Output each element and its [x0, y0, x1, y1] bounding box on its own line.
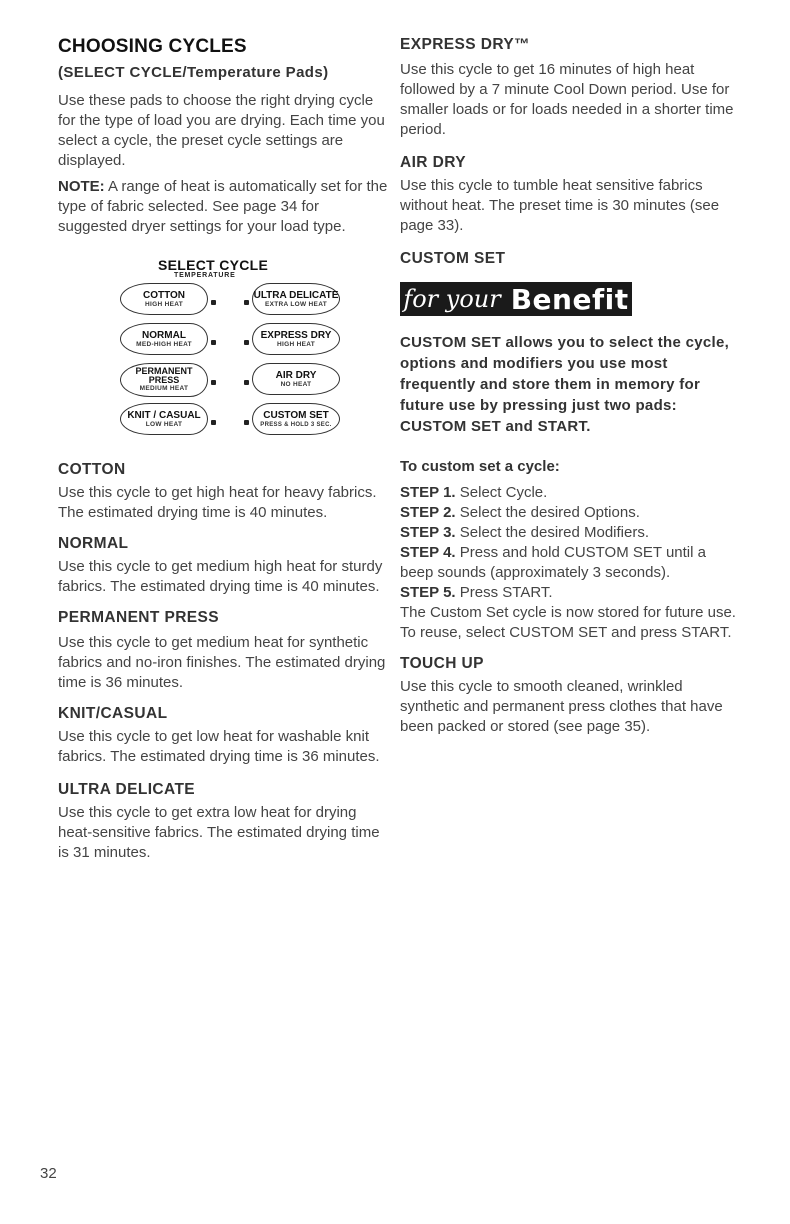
pad-heat: HIGH HEAT	[277, 340, 315, 348]
intro-text: Use these pads to choose the right drying cycle for the type of load you are drying. Each time you select a cycle, the preset cycle settings are displayed.	[58, 92, 385, 169]
permanent-press-pad[interactable]	[120, 363, 208, 397]
pad-heat: MEDIUM HEAT	[139, 385, 189, 392]
pad-name: EXPRESS DRY	[260, 329, 332, 341]
knit-casual-indicator-light	[211, 420, 216, 425]
cotton-heading: COTTON	[58, 461, 126, 478]
ultra-delicate-pad[interactable]	[252, 283, 340, 315]
permanent-press-indicator-light	[211, 380, 216, 385]
steps-heading: To custom set a cycle:	[400, 458, 560, 475]
pad-heat: HIGH HEAT	[145, 300, 183, 308]
pad-heat: EXTRA LOW HEAT	[265, 300, 327, 308]
air-dry-heading: AIR DRY	[400, 154, 466, 171]
select-cycle-panel	[120, 257, 340, 447]
air-dry-indicator-light	[244, 380, 249, 385]
step-item	[400, 523, 740, 543]
custom-set-description: CUSTOM SET allows you to select the cycle, options and modifiers you use most frequently and store them in memory for future use by pressing just two pads: CUSTOM SET and START.	[400, 334, 730, 435]
express-dry-heading: EXPRESS DRY™	[400, 36, 530, 53]
ultra-delicate-body: Use this cycle to get extra low heat for drying heat-sensitive fabrics. The estimated drying time is 31 minutes.	[58, 804, 380, 861]
step-text: Select Cycle.	[455, 484, 548, 501]
step-label: STEP 3.	[400, 524, 456, 541]
step-label: STEP 4.	[400, 544, 456, 561]
step-text: Select the desired Options.	[455, 504, 640, 521]
pad-heat: PRESS & HOLD 3 SEC.	[260, 421, 332, 428]
step-text: Press and hold CUSTOM SET until a beep sounds (approximately 3 seconds).	[400, 544, 706, 581]
pad-name: NORMAL	[142, 329, 186, 341]
subtitle: (SELECT CYCLE/Temperature Pads)	[58, 64, 329, 81]
touch-up-body: Use this cycle to smooth cleaned, wrinkled synthetic and permanent press clothes that have been packed or stored (see page 35).	[400, 678, 723, 735]
banner-benefit: Benefit	[510, 282, 629, 316]
normal-body: Use this cycle to get medium high heat for sturdy fabrics. The estimated drying time is 40 minutes.	[58, 558, 383, 595]
panel-subtitle: TEMPERATURE	[174, 272, 236, 279]
knit-casual-heading: KNIT/CASUAL	[58, 705, 168, 722]
pad-heat: MED-HIGH HEAT	[136, 340, 192, 348]
steps-after-text: The Custom Set cycle is now stored for future use. To reuse, select CUSTOM SET and press START.	[400, 604, 736, 641]
pad-name: ULTRA DELICATE	[253, 289, 339, 301]
knit-casual-pad[interactable]	[120, 403, 208, 435]
panel-title: SELECT CYCLE	[158, 257, 269, 273]
touch-up-heading: TOUCH UP	[400, 655, 484, 672]
right-column	[400, 36, 740, 737]
air-dry-body: Use this cycle to tumble heat sensitive fabrics without heat. The preset time is 30 minutes (see page 33).	[400, 177, 720, 234]
pad-heat: NO HEAT	[280, 380, 312, 388]
knit-casual-body: Use this cycle to get low heat for washable knit fabrics. The estimated drying time is 36 minutes.	[58, 728, 380, 765]
pad-name: CUSTOM SET	[263, 409, 329, 421]
note-text: A range of heat is automatically set for the type of fabric selected. See page 34 for suggested dryer settings for your load type.	[58, 178, 388, 235]
step-text: Press START.	[455, 584, 553, 601]
express-dry-pad[interactable]	[252, 323, 340, 355]
custom-set-pad[interactable]	[252, 403, 340, 435]
step-label: STEP 1.	[400, 484, 456, 501]
left-column	[58, 36, 392, 863]
custom-set-heading: CUSTOM SET	[400, 250, 506, 267]
page-number: 32	[40, 1165, 57, 1182]
steps-list	[400, 483, 740, 603]
pad-name: PERMANENT PRESS	[135, 366, 193, 385]
normal-heading: NORMAL	[58, 535, 129, 552]
cotton-body: Use this cycle to get high heat for heavy fabrics. The estimated drying time is 40 minutes.	[58, 484, 377, 521]
normal-pad[interactable]	[120, 323, 208, 355]
permanent-press-body: Use this cycle to get medium heat for synthetic fabrics and no-iron finishes. The estimated drying time is 36 minutes.	[58, 634, 386, 691]
ultra-delicate-heading: ULTRA DELICATE	[58, 781, 196, 798]
cotton-indicator-light	[211, 300, 216, 305]
page-title: CHOOSING CYCLES	[58, 36, 247, 57]
step-text: Select the desired Modifiers.	[455, 524, 650, 541]
express-dry-body: Use this cycle to get 16 minutes of high heat followed by a 7 minute Cool Down period. Use for smaller loads or for loads needed in a shorter time period.	[400, 61, 734, 138]
pad-name: COTTON	[142, 289, 186, 301]
pad-name: AIR DRY	[275, 369, 317, 381]
for-your-benefit-banner	[400, 282, 632, 316]
pad-name: KNIT / CASUAL	[127, 409, 201, 421]
express-dry-indicator-light	[244, 340, 249, 345]
step-item	[400, 483, 740, 503]
normal-indicator-light	[211, 340, 216, 345]
custom-set-indicator-light	[244, 420, 249, 425]
step-item	[400, 503, 740, 523]
note-paragraph	[58, 177, 392, 237]
step-label: STEP 5.	[400, 584, 456, 601]
permanent-press-heading: PERMANENT PRESS	[58, 609, 220, 626]
note-label: NOTE:	[58, 178, 105, 195]
banner-for-your: for your	[403, 285, 501, 313]
step-item	[400, 543, 740, 583]
step-item	[400, 583, 740, 603]
step-label: STEP 2.	[400, 504, 456, 521]
ultra-delicate-indicator-light	[244, 300, 249, 305]
pad-heat: LOW HEAT	[145, 420, 183, 428]
air-dry-pad[interactable]	[252, 363, 340, 395]
cotton-pad[interactable]	[120, 283, 208, 315]
